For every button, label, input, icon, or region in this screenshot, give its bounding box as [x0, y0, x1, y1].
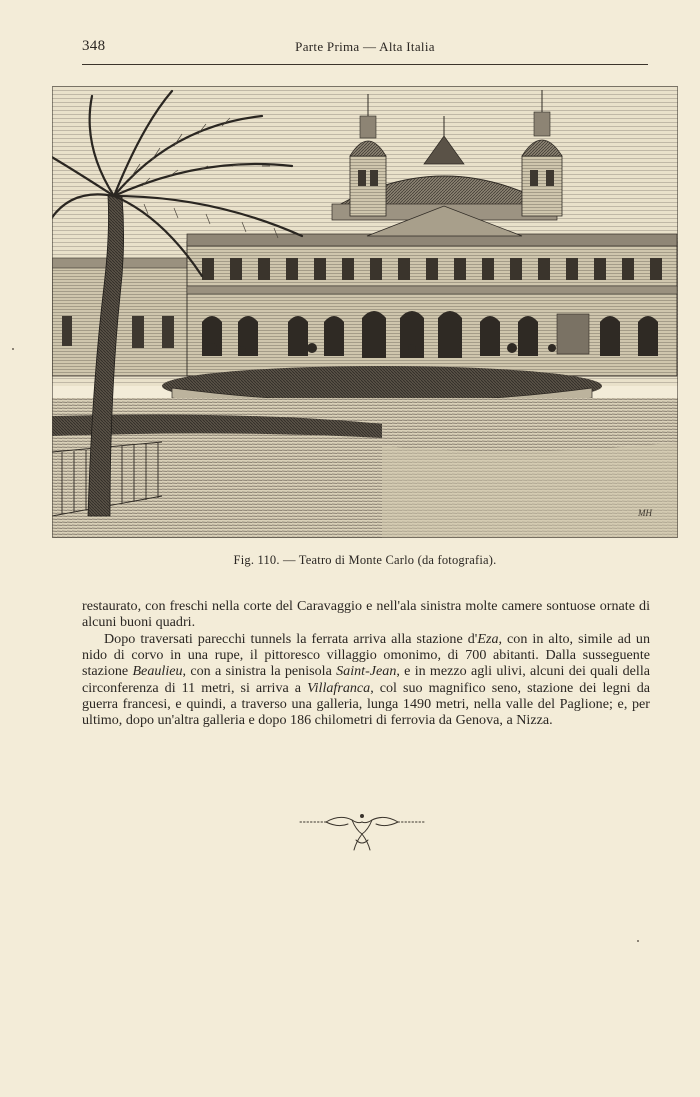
text-run: , con a sinistra la penisola [182, 663, 337, 680]
plaza-pavement [382, 442, 678, 538]
place-name-villafranca: Villafranca [307, 679, 371, 696]
body-text [82, 598, 650, 729]
text-run: , col suo magnifico seno, stazione dei legni da guerra francesi, e quindi, a traverso una galleria, lunga 1490 metri, nella valle del Paglione; e, per ultimo, dopo un'altra galleria e dopo 186 chilometri di ferrovia da Genova, a Nizza. [82, 679, 650, 729]
place-name-eza: Eza [477, 630, 499, 647]
paragraph-1: restaurato, con freschi nella corte del Caravaggio e nell'ala sinistra molte camere sontuose ornate di alcuni buoni quadri. [82, 598, 650, 631]
header-rule [82, 64, 648, 65]
page-number: 348 [82, 38, 106, 54]
figure-caption: Fig. 110. — Teatro di Monte Carlo (da fotografia). [233, 553, 497, 567]
paper-speck [12, 348, 14, 350]
place-name-saint-jean: Saint-Jean [336, 663, 397, 680]
monte-carlo-theatre-engraving [52, 86, 678, 538]
engraver-signature: MH [638, 508, 652, 518]
decorative-ornament [296, 800, 428, 856]
running-title: Parte Prima — Alta Italia [295, 39, 435, 54]
paragraph-2 [82, 631, 650, 729]
place-name-beaulieu: Beaulieu [132, 663, 183, 680]
engraving-illustration [52, 86, 678, 538]
paper-speck [637, 940, 639, 942]
text-run: , con in alto, simile ad un nido di corvo in una rupe, il pittoresco villaggio omonimo, di 700 abitanti. Dalla susseguente stazione [82, 630, 650, 680]
text-run: , e in mezzo agli ulivi, alcuni dei quali della circonferenza di 11 metri, si arriva a [82, 663, 651, 696]
fleuron-icon [296, 800, 428, 856]
text-run: Dopo traversati parecchi tunnels la ferrata arriva alla stazione d' [104, 630, 478, 647]
running-head [82, 36, 648, 58]
